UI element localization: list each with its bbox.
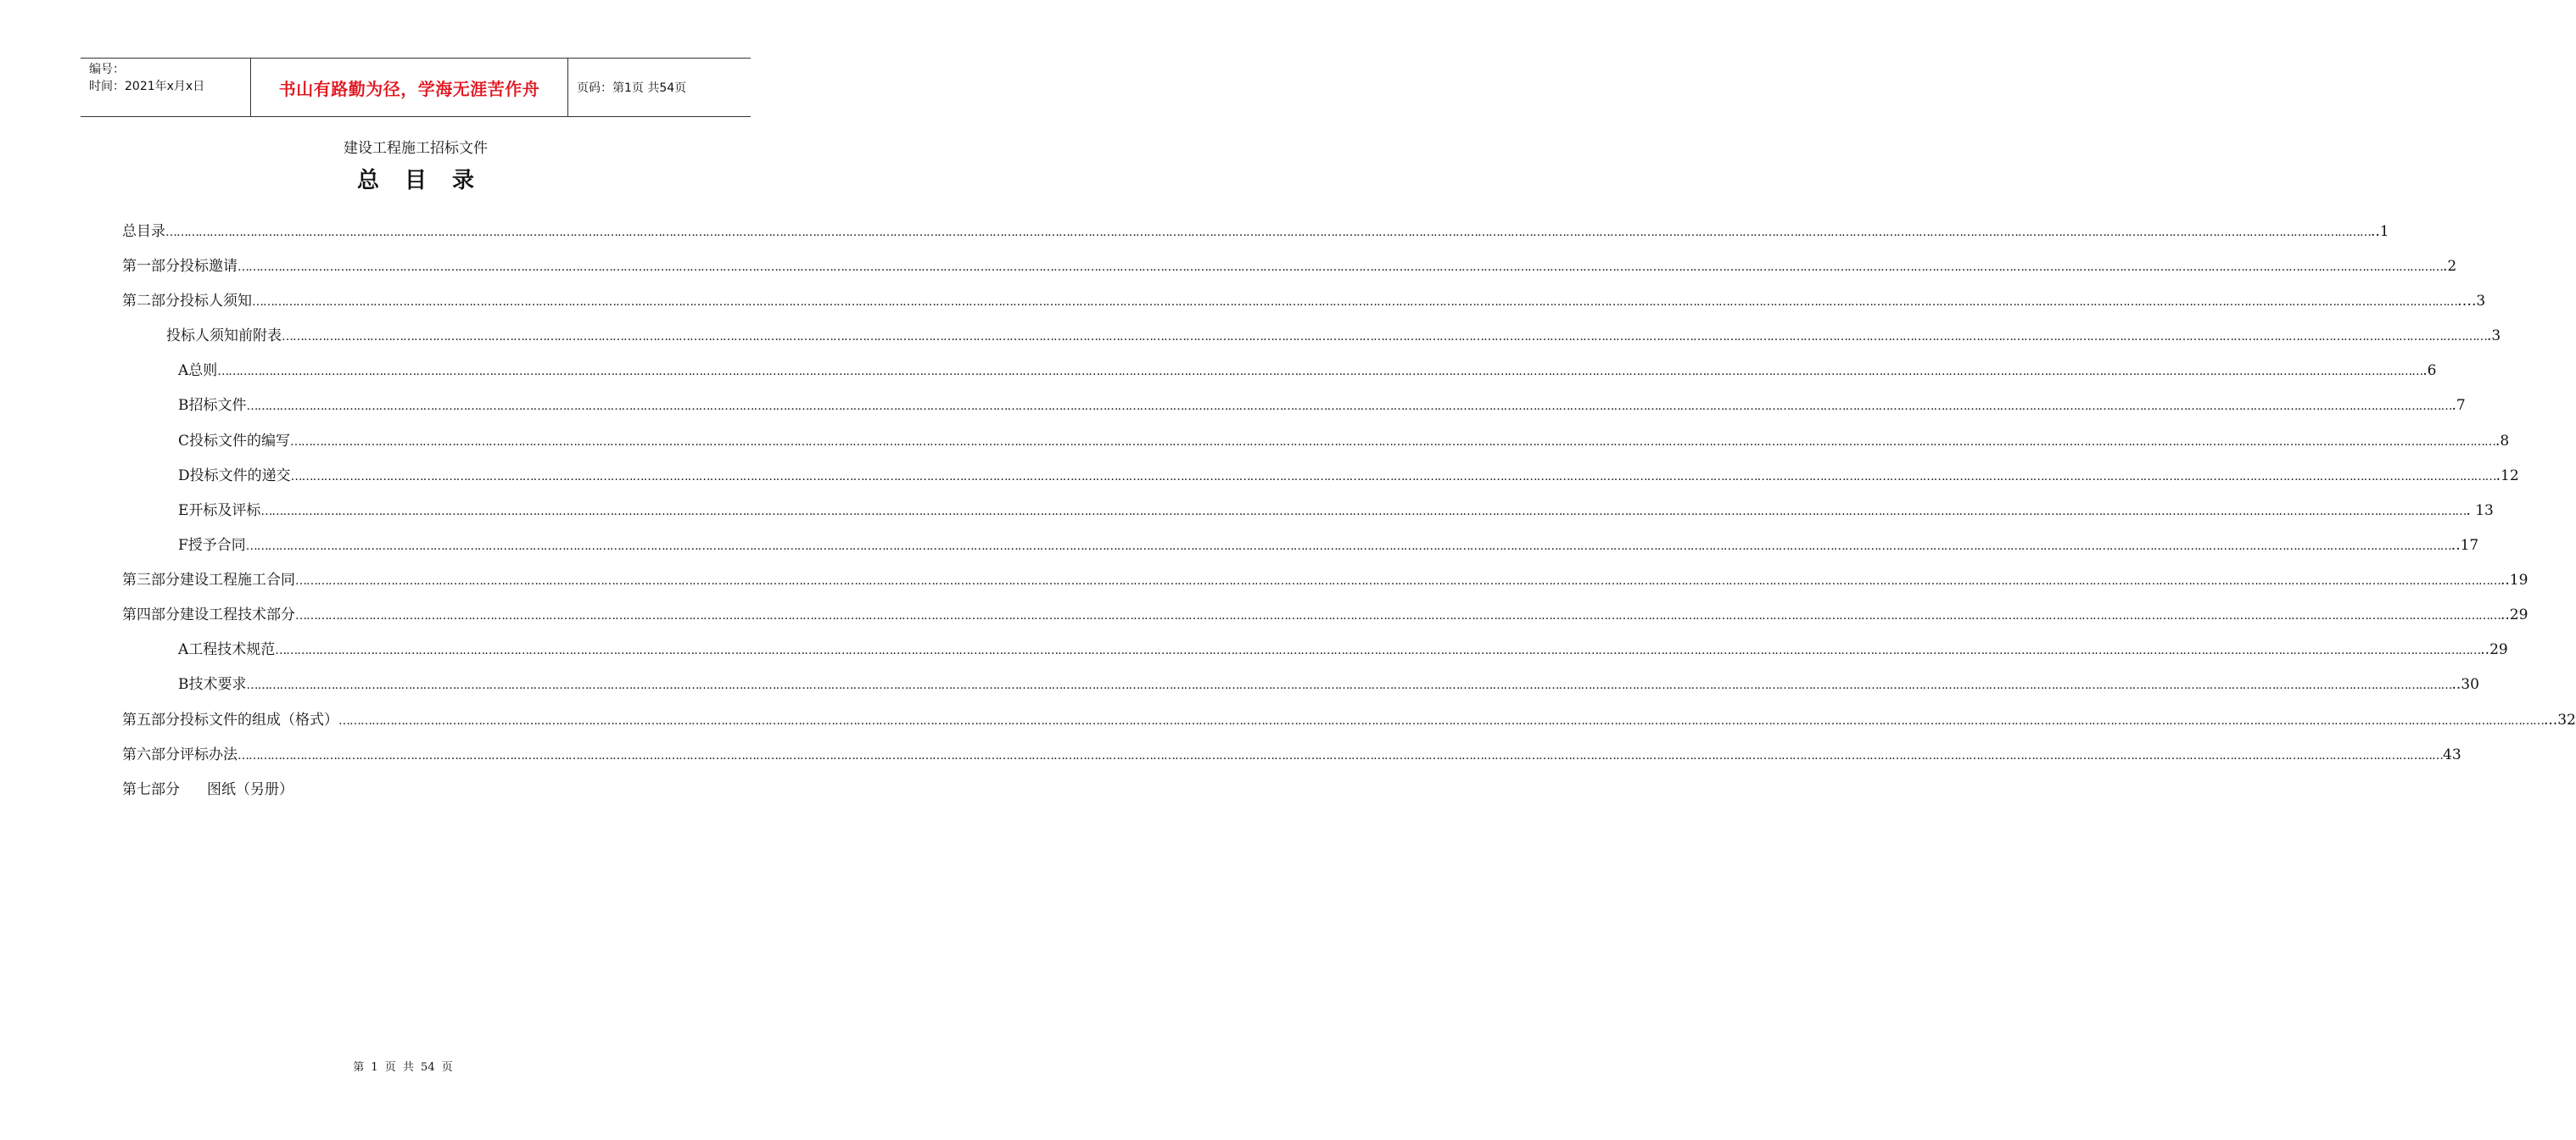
toc-leader-dots: …………………………………………………………………………………………………………………………………………………………………………………………………………………………………………………………………………………………………………………………………………………………………………………………………………………………………………………………………………………………………………………………………………………… (295, 574, 2501, 588)
toc-entry[interactable] (122, 288, 2486, 310)
toc-entry-page: .2 (2443, 258, 2457, 275)
toc-entry-title: 建设工程施工合同 (180, 572, 295, 589)
toc-leader-dots: …………………………………………………………………………………………………………………………………………………………………………………………………………………………………………………………………………………………………………………………………………………………………………………………………………………………………………………………………………………………………………………………………………………… (275, 644, 2481, 657)
toc-entry-page: .8 (2495, 433, 2510, 450)
toc-entry[interactable] (122, 219, 2389, 240)
toc-entry-prefix: 第六部分 (122, 746, 180, 763)
toc-leader-dots: …………………………………………………………………………………………………………………………………………………………………………………………………………………………………………………………………………………………………………………………………………………………………………………………………………………………………………………………………………………………………………………………………………………… (290, 470, 2496, 483)
toc-leader-dots: …………………………………………………………………………………………………………………………………………………………………………………………………………………………………………………………………………………………………………………………………………………………………………………………………………………………………………………………………………………………………………………………………………………… (217, 365, 2423, 378)
toc-entry-page: ..29 (2501, 606, 2529, 623)
toc-entry-page: 43 (2443, 746, 2461, 763)
toc-leader-dots: …………………………………………………………………………………………………………………………………………………………………………………………………………………………………………………………………………………………………………………………………………………………………………………………………………………………………………………………………………………………………………………………………………………… (237, 260, 2443, 274)
toc-leader-dots: …………………………………………………………………………………………………………………………………………………………………………………………………………………………………………………………………………………………………………………………………………………………………………………………………………………………………………………………………………………………………………………………………………………… (246, 400, 2452, 413)
toc-entry-prefix: 第四部分 (122, 606, 180, 623)
toc-entry-prefix: 第七部分 (122, 781, 180, 798)
toc-leader-dots: …………………………………………………………………………………………………………………………………………………………………………………………………………………………………………………………………………………………………………………………………………………………………………………………………………………………………………………………………………………………………………………………………………………… (246, 679, 2452, 692)
page-footer: 第 1 页 共 54 页 (353, 1061, 453, 1074)
toc-entry-page: ..1 (2371, 223, 2389, 240)
toc-leader-dots: …………………………………………………………………………………………………………………………………………………………………………………………………………………………………………………………………………………………………………………………………………………………………………………………………………………………………………………………………………………………………………………………………………………… (165, 226, 2371, 239)
header-motto-cell (251, 59, 568, 116)
toc-entry[interactable] (122, 254, 2457, 275)
toc-leader-dots: …………………………………………………………………………………………………………………………………………………………………………………………………………………………………………………………………………………………………………………………………………………………………………………………………………………………………………………………………………………………………………………………………………………… (245, 539, 2451, 553)
toc-entry-page: ..29 (2480, 641, 2508, 658)
toc-entry-page: ..30 (2451, 676, 2479, 693)
toc-entry-title: 投标文件的编写 (189, 433, 291, 450)
toc-entry-page: ..17 (2450, 537, 2479, 554)
toc-entry-title: 投标邀请 (180, 258, 237, 275)
toc-leader-dots: …………………………………………………………………………………………………………………………………………………………………………………………………………………………………………………………………………………………………………………………………………………………………………………………………………………………………………………………………………………………………………………………………………………… (260, 505, 2467, 518)
toc-entry-prefix: C (178, 433, 190, 450)
toc-entry-page: .7 (2451, 397, 2466, 414)
toc-entry[interactable] (166, 323, 2501, 344)
document-subtitle: 建设工程施工招标文件 (344, 140, 488, 157)
toc-entry[interactable] (178, 463, 2519, 484)
toc-entry-page: ...32 (2544, 712, 2576, 729)
toc-entry[interactable] (178, 498, 2494, 519)
toc-entry[interactable] (178, 637, 2508, 658)
toc-entry-title: 评标办法 (180, 746, 237, 763)
header-meta (81, 59, 251, 116)
toc-entry-page: . 13 (2466, 502, 2494, 519)
toc-entry-prefix: D (178, 467, 190, 484)
toc-leader-dots: …………………………………………………………………………………………………………………………………………………………………………………………………………………………………………………………………………………………………………………………………………………………………………………………………………………………………………………………………………………………………………………………………………………… (290, 435, 2496, 449)
toc-entry[interactable] (178, 672, 2479, 693)
toc-entry-page: ….3 (2457, 293, 2486, 310)
toc-entry[interactable] (122, 777, 339, 797)
toc-entry[interactable] (122, 602, 2529, 623)
toc-entry-prefix: 第一部分 (122, 258, 180, 275)
toc-leader-dots: …………………………………………………………………………………………………………………………………………………………………………………………………………………………………………………………………………………………………………………………………………………………………………………………………………………………………………………………………………………………………………………………………………………… (338, 714, 2544, 728)
toc-entry-title: 授予合同 (187, 537, 246, 554)
toc-entry-page: ..19 (2501, 572, 2529, 589)
toc-entry-prefix: A (178, 641, 189, 658)
page-info: 页码：第1页 共54页 (577, 81, 687, 95)
toc-entry[interactable] (178, 393, 2466, 414)
toc-leader-dots: …………………………………………………………………………………………………………………………………………………………………………………………………………………………………………………………………………………………………………………………………………………………………………………………………………………………………………………………………………………………………………………………………………………… (282, 330, 2487, 344)
toc-entry[interactable] (122, 742, 2461, 763)
toc-entry-title: 投标文件的递交 (189, 467, 291, 484)
header-page-info-cell (568, 59, 751, 116)
toc-entry-prefix: 第二部分 (122, 293, 180, 310)
toc-entry-prefix: A (178, 362, 189, 379)
toc-entry-title: 总则 (188, 362, 218, 379)
time-label: 时间：2021年x月x日 (89, 80, 205, 93)
toc-entry-prefix: 第三部分 (122, 572, 180, 589)
toc-entry-title: 技术要求 (188, 676, 247, 693)
toc-leader-dots: …………………………………………………………………………………………………………………………………………………………………………………………………………………………………………………………………………………………………………………………………………………………………………………………………………………………………………………………………………………………………………………………………………………… (295, 609, 2501, 623)
toc-entry-page: .6 (2422, 362, 2437, 379)
toc-entry-title: 招标文件 (188, 397, 247, 414)
toc-entry-prefix: E (178, 502, 189, 519)
toc-entry-title: 投标文件的组成（格式） (180, 712, 338, 729)
document-title: 总目录 (356, 168, 500, 193)
toc-entry-title: 投标人须知前附表 (166, 327, 282, 344)
toc-entry-page: .3 (2487, 327, 2501, 344)
toc-entry-title: 投标人须知 (180, 293, 252, 310)
toc-entry-title: 开标及评标 (188, 502, 261, 519)
toc-entry-prefix: B (178, 676, 189, 693)
page-header (81, 58, 751, 117)
toc-entry[interactable] (122, 707, 2576, 729)
toc-entry-title: 总目录 (122, 223, 165, 240)
toc-entry[interactable] (178, 358, 2437, 379)
number-label: 编号： (89, 63, 125, 76)
toc-entry-prefix: 第五部分 (122, 712, 180, 729)
motto: 书山有路勤为径，学海无涯苦作舟 (278, 78, 540, 99)
toc-entry-title: 建设工程技术部分 (180, 606, 295, 623)
toc-leader-dots: …………………………………………………………………………………………………………………………………………………………………………………………………………………………………………………………………………………………………………………………………………………………………………………………………………………………………………………………………………………………………………………………………………………… (252, 295, 2457, 309)
toc-entry[interactable] (122, 567, 2529, 589)
toc-leader-dots: …………………………………………………………………………………………………………………………………………………………………………………………………………………………………………………………………………………………………………………………………………………………………………………………………………………………………………………………………………………………………………………………………………………… (237, 749, 2443, 763)
toc-entry[interactable] (178, 533, 2479, 554)
toc-entry-prefix: B (178, 397, 189, 414)
toc-entry-title: 工程技术规范 (188, 641, 276, 658)
toc-entry-page: .12 (2495, 467, 2519, 484)
toc-entry-prefix: F (178, 537, 188, 554)
toc-entry-title: 图纸（另册） (207, 781, 293, 798)
toc-entry[interactable] (178, 428, 2510, 450)
